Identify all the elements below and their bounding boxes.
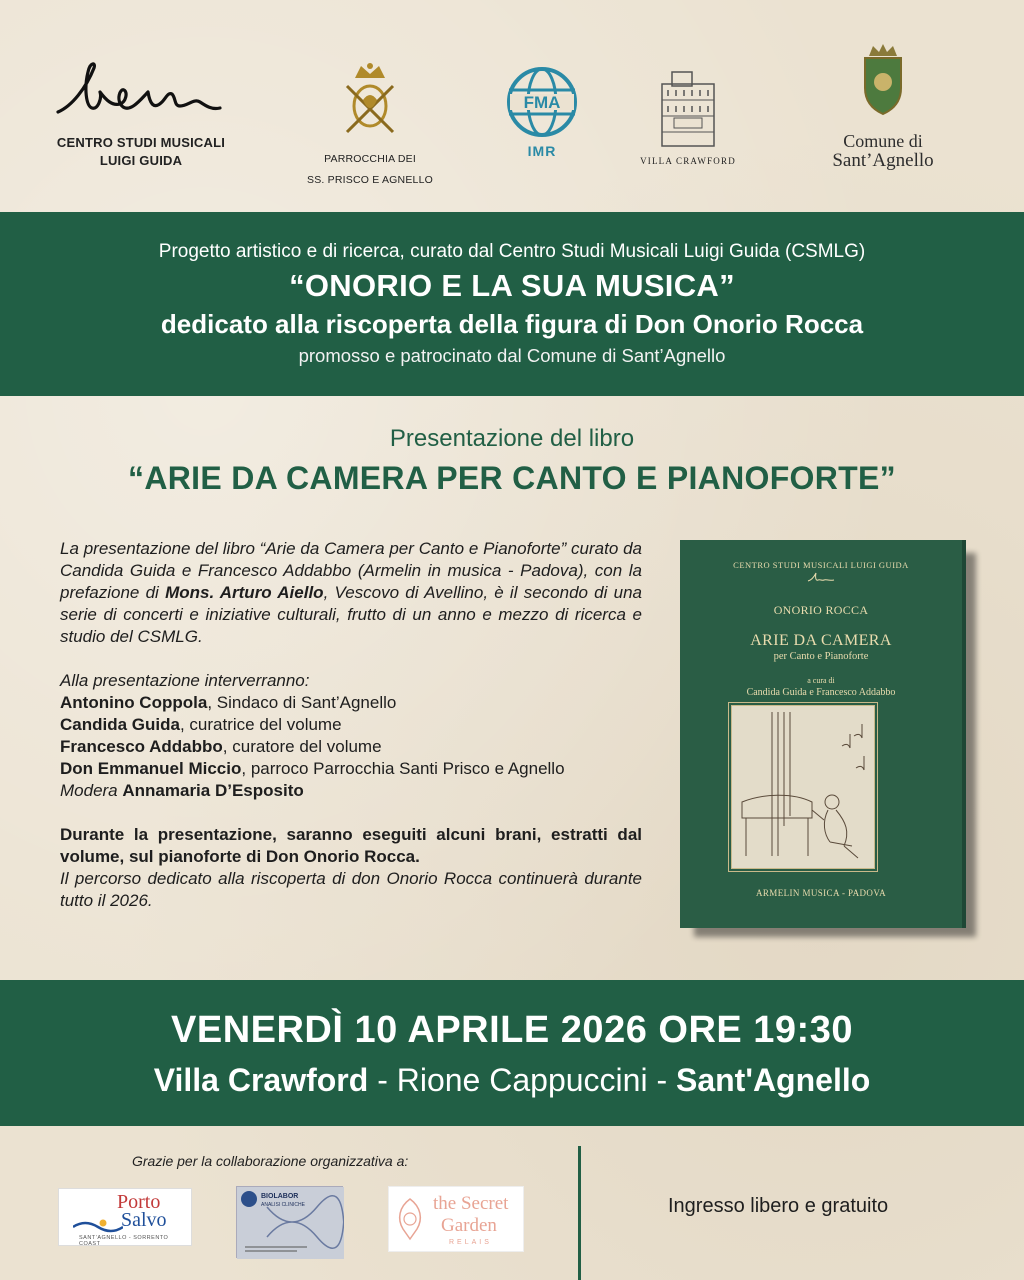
book-section-title bbox=[0, 424, 1024, 498]
logo-parrocchia bbox=[300, 60, 440, 187]
porto-word: Porto bbox=[117, 1191, 161, 1213]
speaker-item bbox=[60, 758, 642, 780]
speaker-role: , parroco Parrocchia Santi Prisco e Agnello bbox=[241, 759, 565, 778]
event-area: Rione Cappuccini bbox=[396, 1062, 648, 1098]
fma-mark: FMA bbox=[523, 93, 561, 112]
biolabor-sub: ANALISI CLINICHE bbox=[261, 1202, 305, 1208]
sponsor-logo-secret-garden bbox=[388, 1186, 524, 1252]
book-illustration bbox=[728, 702, 878, 872]
sponsor-logo-biolabor bbox=[236, 1186, 343, 1258]
book-author: ONORIO ROCCA bbox=[773, 603, 869, 617]
moderator-label: Modera bbox=[60, 781, 123, 800]
book-editors: Candida Guida e Francesco Addabbo bbox=[746, 687, 896, 698]
section-kicker: Presentazione del libro bbox=[389, 425, 635, 452]
wave-icon bbox=[73, 1219, 123, 1233]
speaker-role: , Sindaco di Sant’Agnello bbox=[207, 693, 397, 712]
moderator-line bbox=[60, 780, 642, 802]
speaker-name: Francesco Addabbo bbox=[60, 737, 223, 756]
signature-icon bbox=[50, 58, 232, 128]
event-venue: Villa Crawford bbox=[153, 1062, 369, 1098]
entry-info: Ingresso libero e gratuito bbox=[668, 1195, 889, 1217]
villa-building-icon bbox=[648, 70, 728, 150]
book-subtitle: per Canto e Pianoforte bbox=[773, 651, 869, 662]
book-publisher-bottom: ARMELIN MUSICA - PADOVA bbox=[756, 888, 886, 898]
speaker-role: , curatore del volume bbox=[222, 737, 382, 756]
performance-note: Durante la presentazione, saranno eseguiti alcuni brani, estratti dal volume, sul pianoforte di Don Onorio Rocca. bbox=[60, 825, 642, 866]
logo-comune bbox=[818, 44, 948, 171]
garden-word-3: RELAIS bbox=[449, 1239, 492, 1246]
crown-crest-icon bbox=[335, 60, 405, 140]
logo-csm-line2: LUIGI GUIDA bbox=[99, 153, 183, 168]
porto-tag: SANT’AGNELLO - SORRENTO COAST bbox=[79, 1235, 169, 1247]
speaker-item bbox=[60, 736, 642, 758]
project-subtitle: dedicato alla riscoperta della figura di Don Onorio Rocca bbox=[160, 309, 864, 339]
intro-part-c: , Vescovo di Avellino, è il secondo di una serie di concerti e iniziative culturali, frutto di un anno e mezzo di ricerca e studio del CSMLG. bbox=[60, 583, 642, 646]
logo-comune-line2: Sant’Agnello bbox=[832, 150, 934, 171]
event-datetime: VENERDÌ 10 APRILE 2026 ORE 19:30 bbox=[171, 1009, 853, 1051]
logo-parrocchia-line2: SS. PRISCO E AGNELLO bbox=[307, 174, 433, 186]
preface-author: Mons. Arturo Aiello bbox=[165, 583, 324, 602]
event-separator: - bbox=[647, 1062, 676, 1098]
book-cover bbox=[680, 540, 966, 928]
speaker-name: Candida Guida bbox=[60, 715, 180, 734]
logo-villa-crawford bbox=[640, 70, 736, 168]
book-title: ARIE DA CAMERA bbox=[750, 632, 892, 649]
project-banner bbox=[0, 212, 1024, 396]
event-separator: - bbox=[368, 1062, 397, 1098]
biolabor-name: BIOLABOR bbox=[261, 1193, 299, 1200]
speaker-name: Don Emmanuel Miccio bbox=[60, 759, 242, 778]
garden-word-2: Garden bbox=[441, 1215, 497, 1236]
description-text bbox=[60, 538, 642, 912]
moderator-name: Annamaria D’Esposito bbox=[122, 781, 304, 800]
speaker-role: , curatrice del volume bbox=[179, 715, 342, 734]
sponsor-logo-porto-salvo bbox=[58, 1188, 192, 1246]
logo-csm-line1: CENTRO STUDI MUSICALI bbox=[56, 135, 226, 150]
footer-divider bbox=[578, 1146, 581, 1280]
event-banner bbox=[0, 980, 1024, 1126]
event-town: Sant'Agnello bbox=[675, 1062, 871, 1098]
book-curated-by: a cura di bbox=[807, 676, 835, 685]
logo-parrocchia-line1: PARROCCHIA DEI bbox=[324, 153, 416, 165]
garden-crest-icon bbox=[393, 1197, 427, 1241]
logo-comune-line1: Comune di bbox=[843, 131, 923, 151]
book-signature-icon bbox=[680, 572, 962, 587]
book-publisher-top: CENTRO STUDI MUSICALI LUIGI GUIDA bbox=[733, 560, 909, 570]
logo-strip bbox=[0, 0, 1024, 212]
speakers-intro: Alla presentazione interverranno: bbox=[60, 671, 310, 690]
project-intro: Progetto artistico e di ricerca, curato dal Centro Studi Musicali Luigi Guida (CSMLG) bbox=[158, 241, 866, 262]
intro-part-a: La presentazione del libro “Arie da Camera per Canto e Pianoforte” curato da Candida Guida e Francesco Addabbo (Armelin in musica - Padova), con la prefazione di bbox=[60, 539, 642, 602]
logo-villa-name: VILLA CRAWFORD bbox=[640, 156, 736, 166]
continuation-note: Il percorso dedicato alla riscoperta di don Onorio Rocca continuerà durante tutto il 2026. bbox=[60, 869, 642, 910]
logo-fma-sub: IMR bbox=[527, 143, 557, 159]
coat-of-arms-icon bbox=[857, 44, 909, 118]
pianist-sketch-icon bbox=[732, 706, 876, 870]
intro-paragraph bbox=[60, 538, 642, 648]
logo-centro-studi-musicali bbox=[50, 58, 232, 169]
event-location bbox=[0, 1060, 1024, 1100]
project-sponsor-line: promosso e patrocinato dal Comune di Sant’Agnello bbox=[298, 345, 726, 366]
speaker-name: Antonino Coppola bbox=[60, 693, 208, 712]
section-title: “ARIE DA CAMERA PER CANTO E PIANOFORTE” bbox=[128, 460, 896, 496]
garden-word-1: the Secret bbox=[433, 1193, 509, 1214]
salvo-word: Salvo bbox=[121, 1209, 167, 1231]
globe-icon bbox=[506, 66, 578, 138]
logo-fma-imr bbox=[500, 66, 584, 159]
speaker-item bbox=[60, 692, 642, 714]
project-title: “ONORIO E LA SUA MUSICA” bbox=[289, 268, 735, 303]
speaker-item bbox=[60, 714, 642, 736]
thanks-text: Grazie per la collaborazione organizzativa a: bbox=[132, 1153, 409, 1169]
